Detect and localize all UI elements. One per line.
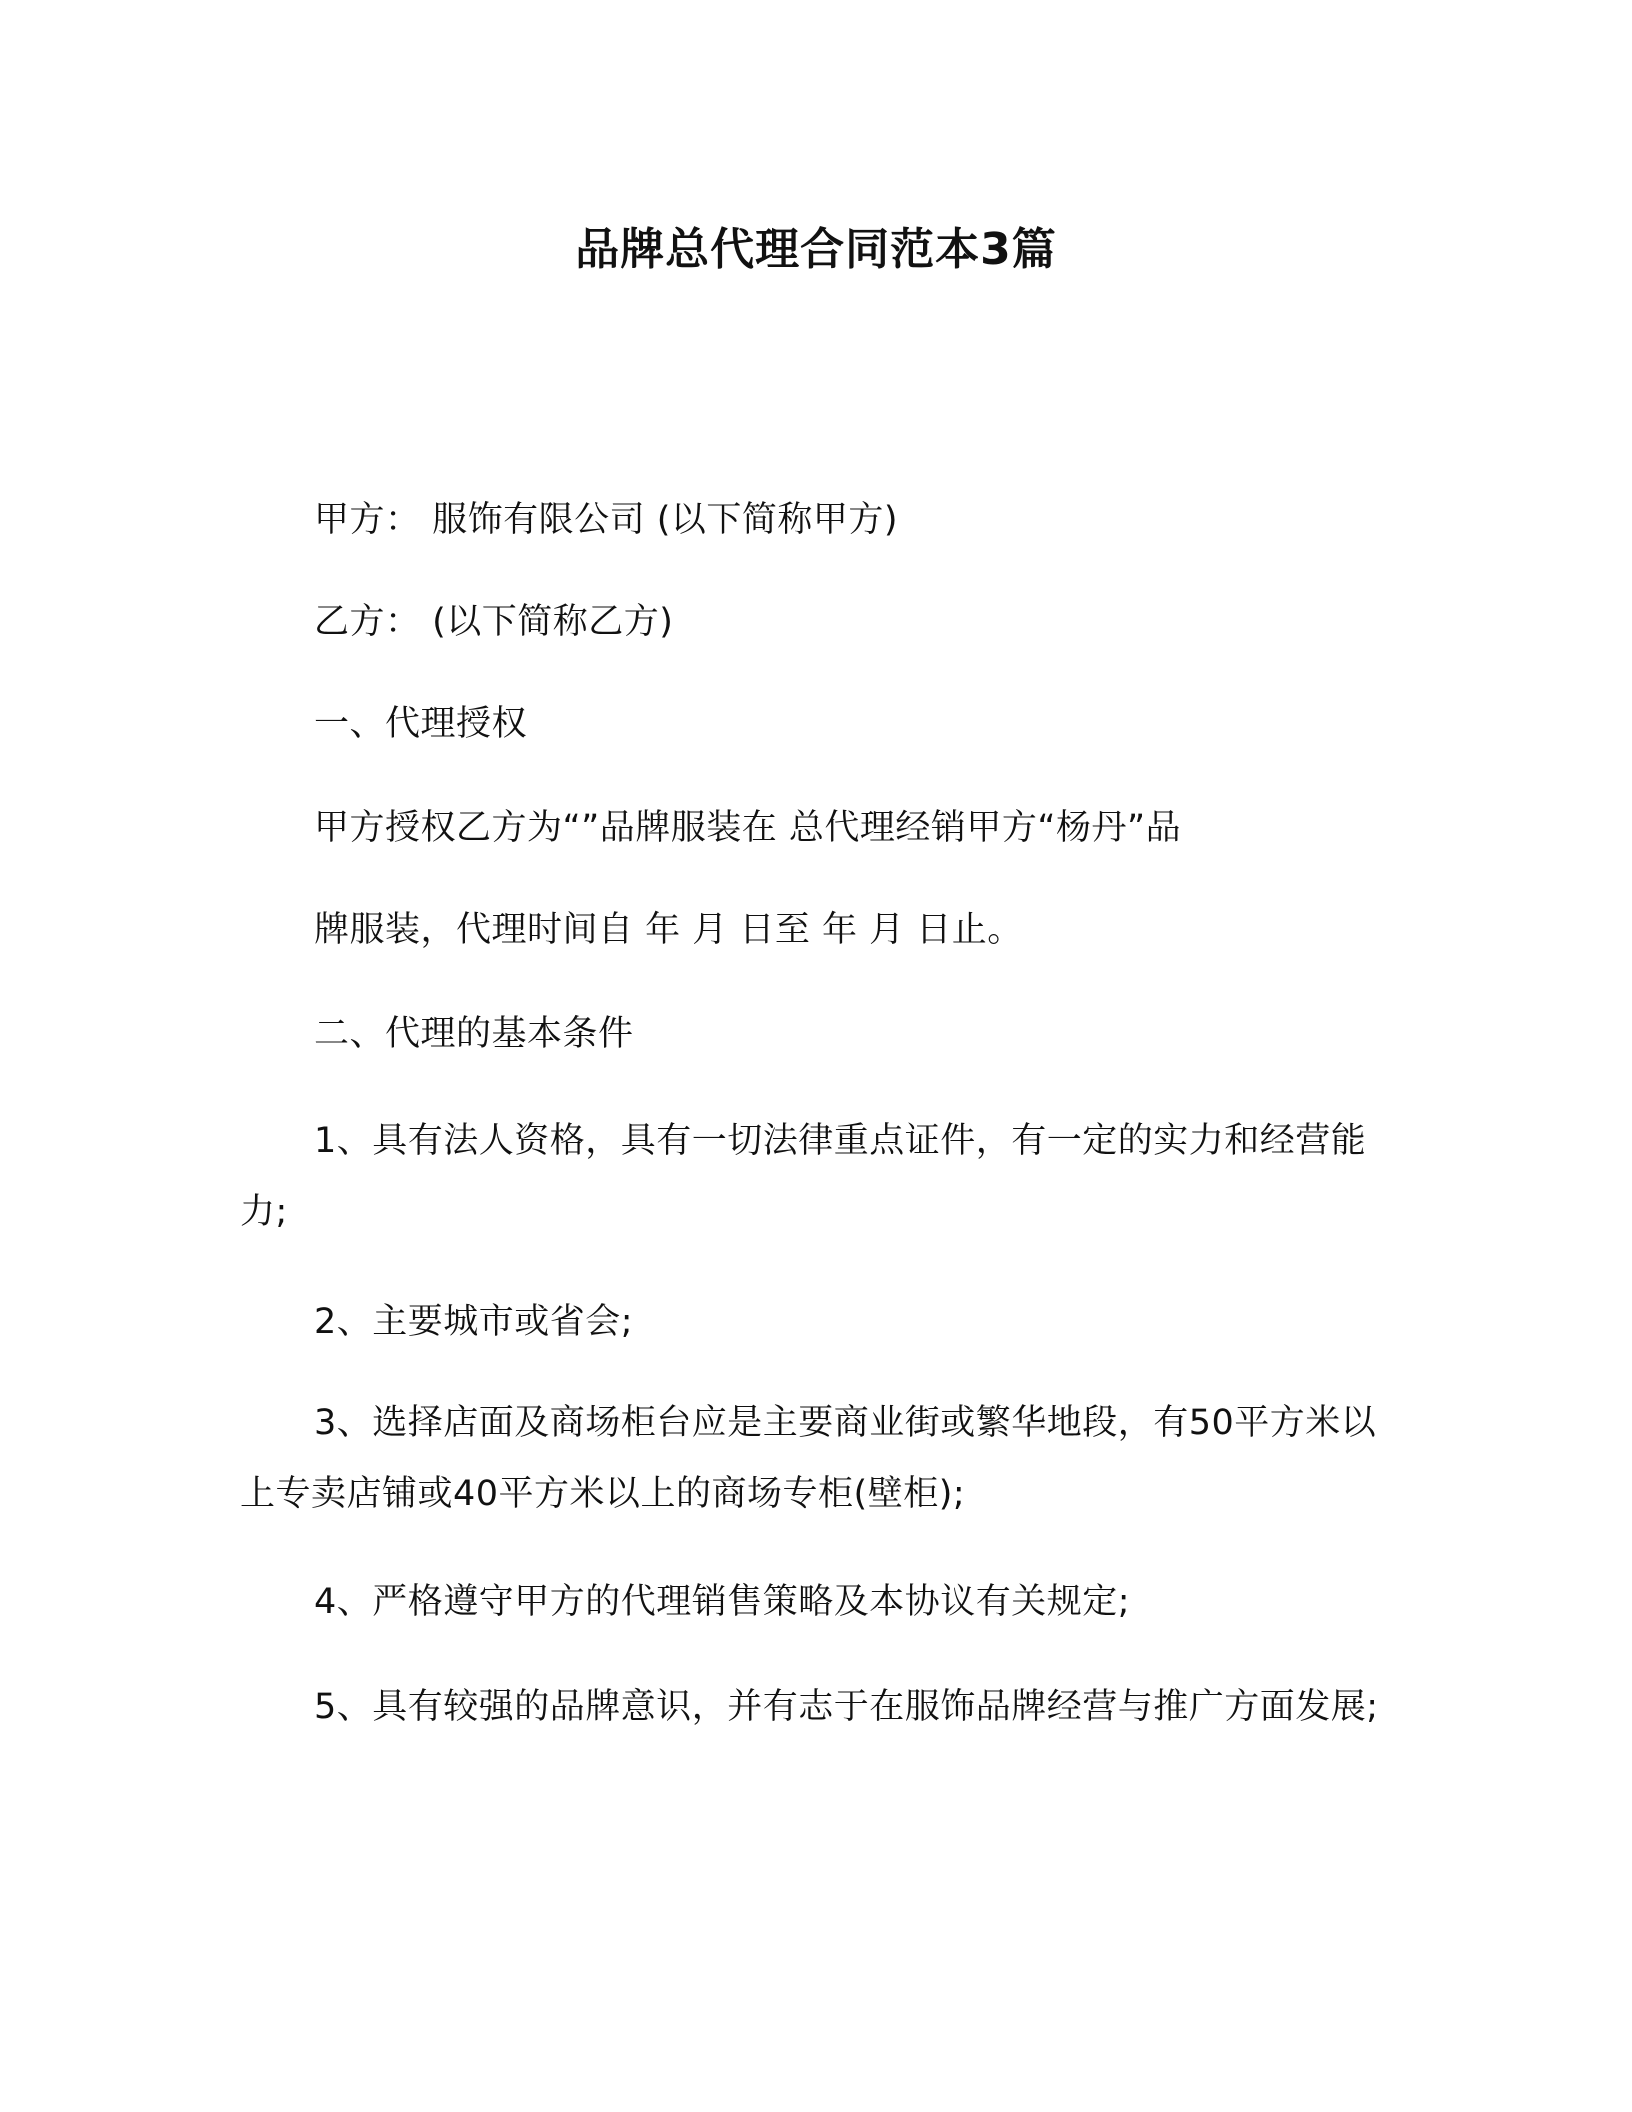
list-item: 4、严格遵守甲方的代理销售策略及本协议有关规定; (314, 1582, 1131, 1622)
section-2-heading: 二、代理的基本条件 (314, 1014, 634, 1054)
document-title: 品牌总代理合同范本3篇 (575, 224, 1057, 275)
party-b-line: 乙方： (以下简称乙方) (314, 602, 674, 642)
list-item: 2、主要城市或省会; (314, 1302, 634, 1342)
section-1-heading: 一、代理授权 (314, 704, 528, 744)
section-1-text-line-2: 牌服装，代理时间自 年 月 日至 年 月 日止。 (314, 910, 1023, 950)
party-a-line: 甲方： 服饰有限公司 (以下简称甲方) (314, 500, 899, 540)
list-item: 3、选择店面及商场柜台应是主要商业街或繁华地段，有50平方米以上专卖店铺或40平方米以上的商场专柜(壁柜); (240, 1403, 1377, 1514)
list-item: 5、具有较强的品牌意识，并有志于在服饰品牌经营与推广方面发展; (314, 1687, 1379, 1727)
section-1-text-line-1: 甲方授权乙方为“”品牌服装在 总代理经销甲方“杨丹”品 (314, 808, 1182, 848)
list-item: 1、具有法人资格，具有一切法律重点证件，有一定的实力和经营能力; (240, 1121, 1367, 1232)
